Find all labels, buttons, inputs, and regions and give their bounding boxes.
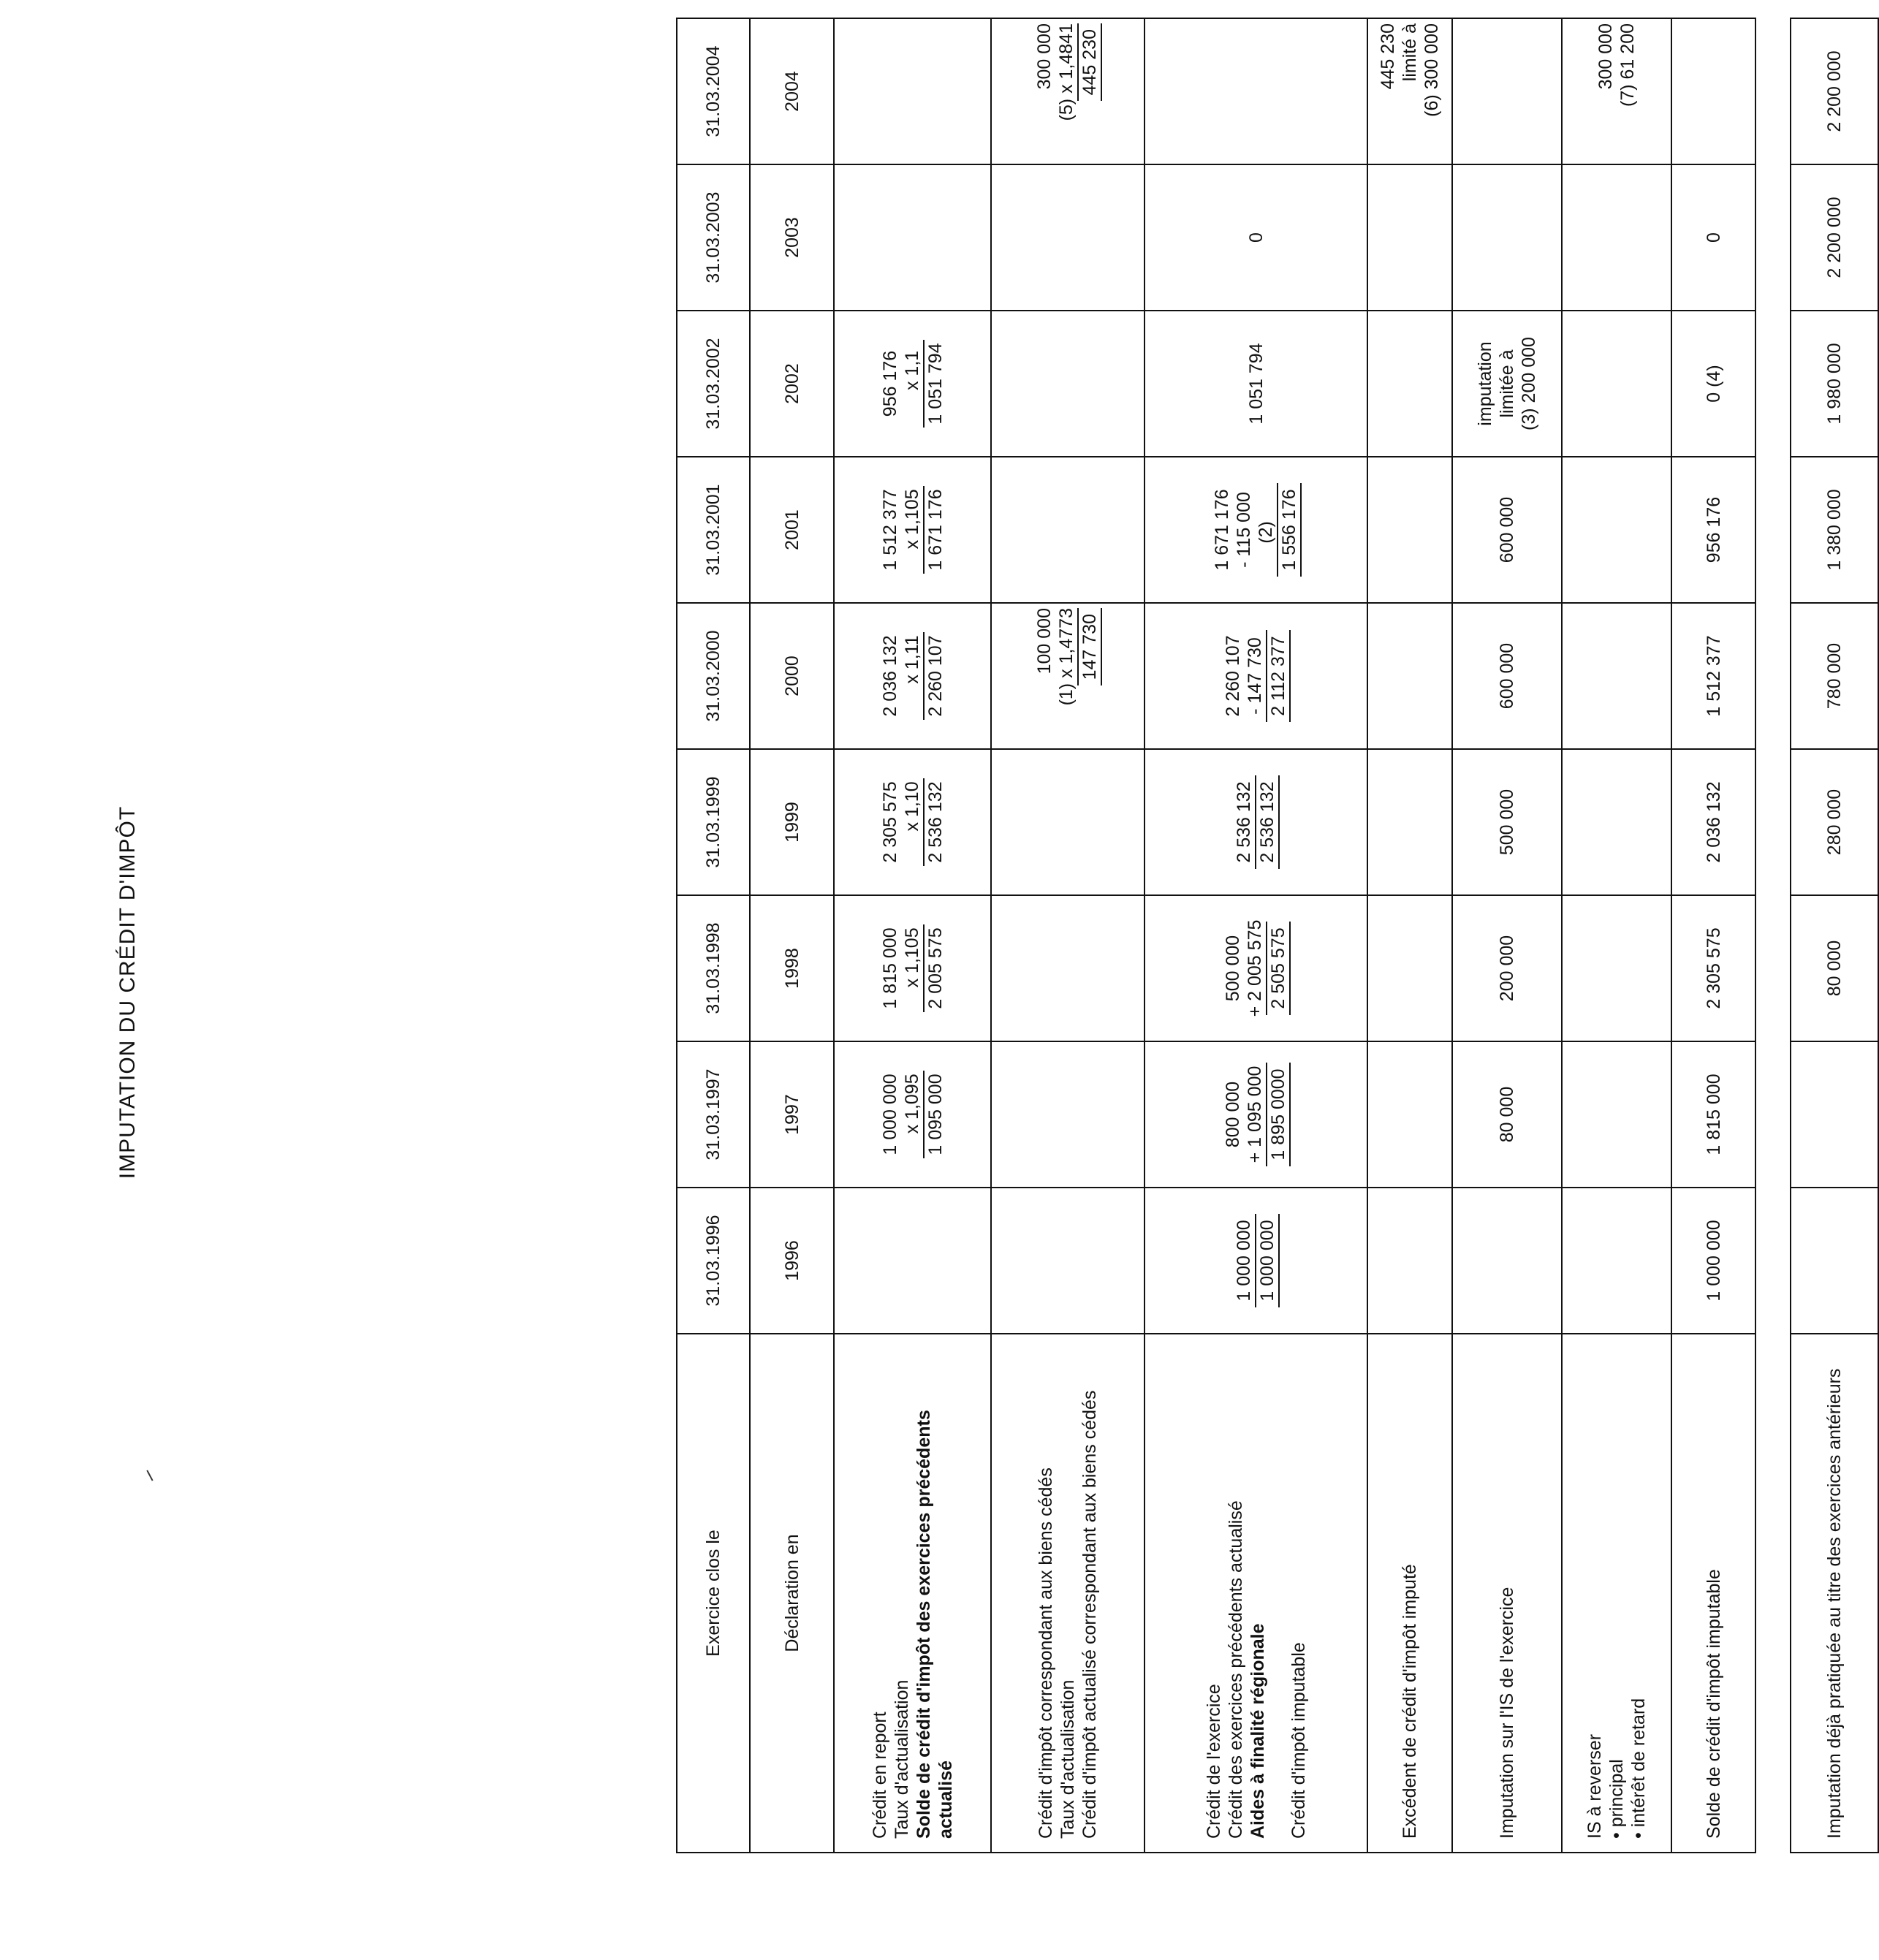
solde-value: 1 671 176 (925, 489, 946, 571)
label-pair (1035, 1348, 1079, 1839)
cell (677, 457, 750, 603)
credit-report-value: 956 176 (879, 350, 900, 417)
cell (1367, 749, 1452, 895)
cell (834, 311, 991, 457)
cell (750, 18, 834, 164)
value-stack (870, 457, 955, 602)
cell (1562, 457, 1671, 603)
credit-imputable-value (1255, 775, 1280, 868)
cell (1671, 1041, 1755, 1188)
credit-imputable-value (1277, 483, 1302, 576)
year: 1997 (781, 1094, 802, 1135)
value-stack (870, 896, 955, 1041)
label-cell (677, 1334, 750, 1853)
solde-imputable-value: 0 (4) (1703, 365, 1724, 403)
label-solde-imputable: Solde de crédit d'impôt imputable (1703, 1569, 1724, 1839)
cell (1791, 749, 1878, 895)
label-stack (1390, 1334, 1430, 1852)
label-taux: Taux d'actualisation (891, 1679, 912, 1839)
cell (750, 457, 834, 603)
value-stack (1213, 896, 1299, 1041)
label-cell (991, 1334, 1145, 1853)
label-credit-imputable: Crédit d'impôt imputable (1288, 1642, 1309, 1839)
label-cell (1562, 1334, 1671, 1853)
value-stack (1202, 457, 1310, 602)
credit-actualise-value (1077, 608, 1102, 685)
label-taux: Taux d'actualisation (1058, 1679, 1078, 1839)
value-top (879, 489, 923, 570)
credit-exercice-value: 800 000 (1222, 1081, 1243, 1148)
imputation-value: 500 000 (1497, 789, 1517, 856)
value-stack (1487, 750, 1527, 894)
cell (1562, 164, 1671, 311)
label-aides: Aides à finalité régionale (1247, 1623, 1268, 1839)
credit-prec-value: + 1 095 000 (1244, 1066, 1265, 1163)
cell (1145, 1041, 1367, 1188)
row-declaration (750, 18, 834, 1853)
credit-report-value: 1 815 000 (879, 927, 900, 1009)
imputation-value: 600 000 (1497, 496, 1517, 563)
aides-note: (2) (1255, 521, 1276, 544)
value-stack (1237, 311, 1276, 456)
stray-mark (146, 1470, 153, 1481)
aides-value (1233, 492, 1277, 568)
value-stack (870, 1042, 955, 1187)
column-date: 31.03.1997 (703, 1068, 724, 1161)
cell (750, 1188, 834, 1334)
cell (1367, 18, 1452, 164)
credit-exercice-value: 1 000 000 (1233, 1220, 1254, 1302)
imputation-pratiquee-value: 2 200 000 (1824, 197, 1845, 278)
cell (834, 164, 991, 311)
cell (834, 18, 991, 164)
principal-value: 300 000 (1595, 23, 1616, 90)
label-stack (1694, 1334, 1734, 1852)
row-imputation-pratiquee (1791, 18, 1878, 1853)
cell (1452, 749, 1562, 895)
cell (1452, 1041, 1562, 1188)
cell (1452, 311, 1562, 457)
credit-imputable-amount: 1 895 0000 (1266, 1063, 1291, 1166)
cell (991, 1188, 1145, 1334)
value-stack (1487, 896, 1527, 1041)
year: 2004 (781, 71, 802, 112)
cell (991, 311, 1145, 457)
cell (1452, 18, 1562, 164)
cell (834, 895, 991, 1041)
year: 2000 (781, 656, 802, 696)
row-group-report (834, 18, 991, 1853)
credit-imputable-amount: 1 556 176 (1277, 483, 1302, 576)
solde-value: 1 051 794 (925, 343, 946, 425)
value-top (879, 1074, 923, 1155)
value-stack (1368, 19, 1451, 164)
cell (1791, 603, 1878, 749)
cell (834, 457, 991, 603)
credit-imputable-value (1266, 1063, 1291, 1166)
credit-imputable-value (1266, 630, 1291, 721)
credit-biens-value: 100 000 (1034, 608, 1055, 675)
imputation-value: 80 000 (1497, 1086, 1517, 1143)
cell (677, 1188, 750, 1334)
excedent-value: 445 230 (1378, 23, 1398, 90)
imputation-pratiquee-value: 1 980 000 (1824, 343, 1845, 425)
cell (677, 311, 750, 457)
cell (1145, 1188, 1367, 1334)
cell (1367, 895, 1452, 1041)
solde-imputable-value: 956 176 (1703, 496, 1724, 563)
solde-imputable-value: 0 (1703, 232, 1724, 243)
label-cell (750, 1334, 834, 1853)
solde-value: 1 095 000 (925, 1074, 946, 1155)
value-top (879, 635, 923, 716)
label-stack (1194, 1334, 1318, 1852)
label-credit-actualise-biens: Crédit d'impôt actualisé correspondant aux biens cédés (1079, 1390, 1100, 1839)
value-stack (1237, 165, 1276, 310)
label-principal: • principal (1606, 1759, 1627, 1839)
cell (1791, 164, 1878, 311)
solde-imputable-value: 1 000 000 (1703, 1220, 1724, 1302)
aides-amount: - 115 000 (1233, 492, 1254, 568)
imputation-pratiquee-value: 780 000 (1824, 642, 1845, 710)
cell (991, 164, 1145, 311)
solde-imputable-value: 2 305 575 (1703, 927, 1724, 1009)
cell (1562, 603, 1671, 749)
credit-imputable-value: 1 051 794 (1245, 343, 1267, 425)
credit-imputable-value (1255, 1214, 1280, 1307)
cell (1452, 457, 1562, 603)
label-imputation-is: Imputation sur l'IS de l'exercice (1497, 1587, 1517, 1839)
imputation-pratiquee-value: 280 000 (1824, 789, 1845, 856)
cell (1791, 18, 1878, 164)
cell (1671, 895, 1755, 1041)
cell (1671, 603, 1755, 749)
value-stack (1213, 604, 1299, 748)
credit-report-value: 2 305 575 (879, 781, 900, 863)
interet-value: (7) 61 200 (1617, 23, 1638, 107)
taux-value: (1) x 1,4773 (1056, 608, 1077, 706)
column-date: 31.03.2003 (703, 191, 724, 284)
imputation-value: 200 000 (1497, 935, 1517, 1002)
row-group-imputable (1145, 18, 1367, 1853)
cell (1791, 457, 1878, 603)
taux-value: (5) x 1,4841 (1056, 23, 1077, 121)
value-top (879, 351, 923, 417)
cell (1367, 1041, 1452, 1188)
imputation-pratiquee-value: 1 380 000 (1824, 489, 1845, 571)
cell (991, 749, 1145, 895)
imputation-pratiquee-value: 2 200 000 (1824, 50, 1845, 132)
label-solde-actualise: Solde de crédit d'impôt des exercices précédents actualisé (913, 1410, 956, 1839)
credit-exercice-value: 2 260 107 (1222, 635, 1243, 717)
column-date: 31.03.1998 (703, 922, 724, 1014)
cell (750, 895, 834, 1041)
cell (1145, 18, 1367, 164)
label-cell (834, 1334, 991, 1853)
credit-exercice-value: 500 000 (1222, 935, 1243, 1002)
cell (1562, 18, 1671, 164)
cell (750, 749, 834, 895)
label-credit-biens: Crédit d'impôt correspondant aux biens cédés (1036, 1467, 1056, 1839)
cell (834, 1041, 991, 1188)
value-stack (904, 1188, 922, 1333)
year: 1998 (781, 948, 802, 989)
taux-value: x 1,10 (901, 781, 922, 832)
label-imputation-pratiquee: Imputation déjà pratiquée au titre des exercices antérieurs (1824, 1368, 1845, 1839)
cell (677, 1041, 750, 1188)
cell (750, 1041, 834, 1188)
row-imputation-is (1452, 18, 1562, 1853)
cell (1145, 749, 1367, 895)
label-interet: • intérêt de retard (1628, 1698, 1649, 1839)
imputation-pratiquee-value: 80 000 (1824, 940, 1845, 997)
label-cell (1367, 1334, 1452, 1853)
cell (834, 749, 991, 895)
imputation-pratiquee-table (1790, 18, 1879, 1853)
cell (1562, 1041, 1671, 1188)
label-stack (860, 1334, 965, 1852)
row-exercice (677, 18, 750, 1853)
label-stack (1815, 1334, 1854, 1852)
credit-actualise-value (1077, 23, 1102, 101)
cell (991, 1041, 1145, 1188)
cell (1791, 895, 1878, 1041)
label-credit-prec: Crédit des exercices précédents actualisé (1225, 1500, 1246, 1839)
cell (1367, 603, 1452, 749)
value-stack (1224, 750, 1288, 894)
solde-value: 2 005 575 (925, 927, 946, 1009)
document-title: IMPUTATION DU CRÉDIT D'IMPÔT (115, 805, 140, 1180)
excedent-limit-value: (6) 300 000 (1421, 23, 1442, 117)
value-stack (1025, 604, 1111, 748)
value-stack (1487, 604, 1527, 748)
credit-imputable-amount: 2 536 132 (1255, 775, 1280, 868)
credit-report-value: 1 512 377 (879, 489, 900, 571)
cell (1791, 311, 1878, 457)
label-cell (1791, 1334, 1878, 1853)
cell (677, 18, 750, 164)
value-stack (1487, 1042, 1527, 1187)
value-stack (1213, 1042, 1299, 1187)
label-credit-report: Crédit en report (869, 1712, 890, 1839)
column-date: 31.03.2000 (703, 630, 724, 722)
credit-imputable-value (1266, 922, 1291, 1014)
credit-actualise-amount: 445 230 (1077, 23, 1102, 101)
row-excedent (1367, 18, 1452, 1853)
cell (991, 895, 1145, 1041)
label-cell (1452, 1334, 1562, 1853)
excedent-limit-label: limité à (1400, 23, 1420, 82)
cell (1671, 457, 1755, 603)
label-stack (1487, 1334, 1527, 1852)
cell (834, 1188, 991, 1334)
solde-value: 2 260 107 (925, 635, 946, 717)
cell (1367, 311, 1452, 457)
cell (1562, 749, 1671, 895)
cell (834, 603, 991, 749)
value-stack (1224, 1188, 1288, 1333)
solde-value: 2 536 132 (925, 781, 946, 863)
value-stack (1025, 19, 1111, 164)
label-pair (869, 1348, 913, 1839)
credit-prec-value: + 2 005 575 (1244, 919, 1265, 1017)
year: 1996 (781, 1240, 802, 1281)
cell (677, 603, 750, 749)
cell (991, 457, 1145, 603)
cell (1452, 603, 1562, 749)
cell (1671, 164, 1755, 311)
cell (750, 603, 834, 749)
cell (1671, 1188, 1755, 1334)
cell (1452, 1188, 1562, 1334)
credit-biens-value: 300 000 (1034, 23, 1055, 90)
year: 2001 (781, 509, 802, 550)
year: 1999 (781, 802, 802, 843)
cell (1671, 749, 1755, 895)
taux-value: x 1,105 (901, 489, 922, 550)
taux-value: x 1,095 (901, 1074, 922, 1134)
cell (1671, 18, 1755, 164)
cell (1145, 311, 1367, 457)
column-date: 31.03.1996 (703, 1215, 724, 1307)
cell (1791, 1188, 1878, 1334)
value-stack (1586, 19, 1647, 164)
taux-value: x 1,105 (901, 927, 922, 988)
credit-imputable-amount: 2 505 575 (1266, 922, 1291, 1014)
column-date: 31.03.2001 (703, 484, 724, 576)
label-is-reverser: IS à reverser (1584, 1733, 1605, 1839)
value-stack (1465, 311, 1549, 456)
value-stack (1498, 1188, 1516, 1333)
cell (677, 749, 750, 895)
label-exercice: Exercice clos le (703, 1530, 724, 1657)
credit-actualise-amount: 147 730 (1077, 608, 1102, 685)
imputation-limit-value: (3) 200 000 (1519, 337, 1539, 430)
cell (1145, 895, 1367, 1041)
value-stack (1487, 457, 1527, 602)
year: 2003 (781, 217, 802, 258)
label-cell (1671, 1334, 1755, 1853)
cell (1671, 311, 1755, 457)
year: 2002 (781, 363, 802, 404)
label-stack (1575, 1334, 1658, 1852)
solde-imputable-value: 1 815 000 (1703, 1074, 1724, 1155)
cell (991, 603, 1145, 749)
label-credit-exercice: Crédit de l'exercice (1203, 1684, 1224, 1839)
value-stack (870, 750, 955, 894)
column-date: 31.03.2002 (703, 338, 724, 430)
credit-report-value: 2 036 132 (879, 635, 900, 717)
label-cell (1145, 1334, 1367, 1853)
cell (1562, 1188, 1671, 1334)
cell (1452, 895, 1562, 1041)
credit-prec-value: - 147 730 (1244, 637, 1265, 715)
credit-imputable-amount: 2 112 377 (1266, 630, 1291, 721)
column-date: 31.03.2004 (703, 45, 724, 137)
credit-table (676, 18, 1756, 1853)
cell (1791, 1041, 1878, 1188)
cell (1562, 311, 1671, 457)
label-excedent: Excédent de crédit d'impôt imputé (1400, 1564, 1420, 1839)
solde-imputable-value: 2 036 132 (1703, 781, 1724, 863)
credit-report-value: 1 000 000 (879, 1074, 900, 1155)
cell (991, 18, 1145, 164)
cell (1145, 164, 1367, 311)
cell (1145, 457, 1367, 603)
cell (1367, 457, 1452, 603)
credit-imputable-amount: 1 000 000 (1255, 1214, 1280, 1307)
cell (750, 164, 834, 311)
row-group-biens-cedes (991, 18, 1145, 1853)
cell (677, 164, 750, 311)
label-stack (1026, 1334, 1109, 1852)
cell (677, 895, 750, 1041)
imputation-value: 600 000 (1497, 642, 1517, 710)
taux-value: x 1,11 (901, 635, 922, 684)
value-stack (870, 311, 955, 456)
column-date: 31.03.1999 (703, 776, 724, 868)
cell (750, 311, 834, 457)
imputation-limit-label: limitée à (1497, 349, 1517, 418)
value-stack (870, 604, 955, 748)
cell (1367, 1188, 1452, 1334)
credit-prec-value: 1 671 176 (1211, 489, 1232, 571)
cell (1452, 164, 1562, 311)
row-solde-imputable (1671, 18, 1755, 1853)
credit-prec-value: 2 536 132 (1233, 781, 1254, 863)
rotated-table-page (676, 19, 1845, 1890)
imputation-note: imputation (1475, 341, 1495, 426)
row-is-reverser (1562, 18, 1671, 1853)
cell (1145, 603, 1367, 749)
taux-value: x 1,1 (901, 350, 922, 391)
cell (1562, 895, 1671, 1041)
cell (1367, 164, 1452, 311)
solde-imputable-value: 1 512 377 (1703, 635, 1724, 717)
label-declaration: Déclaration en (781, 1534, 802, 1652)
value-top (879, 927, 923, 1009)
credit-imputable-value: 0 (1245, 232, 1267, 243)
value-top (879, 781, 923, 862)
